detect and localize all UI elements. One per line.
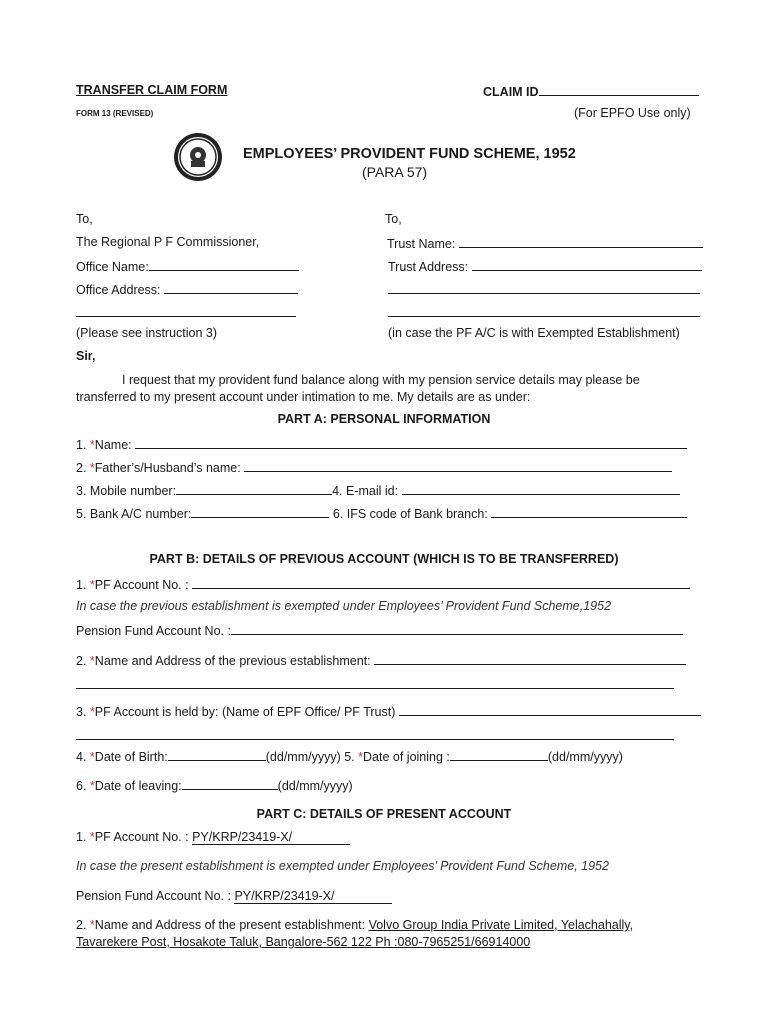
dol-field[interactable]	[182, 777, 278, 790]
part-a-title: PART A: PERSONAL INFORMATION	[277, 412, 491, 426]
present-exempt-note: In case the present establishment is exempted under Employees’ Provident Fund Scheme, 1952	[76, 859, 609, 873]
salutation: Sir,	[76, 349, 96, 363]
father-name-field[interactable]	[244, 459, 672, 472]
office-address-field[interactable]	[164, 281, 298, 294]
office-name-row: Office Name:	[76, 258, 299, 274]
exempted-note: (in case the PF A/C is with Exempted Establishment)	[388, 326, 680, 340]
present-estab-value-2[interactable]: Tavarekere Post, Hosakote Taluk, Bangalore-562 122 Ph :080-7965251/66914000	[76, 935, 531, 949]
ifsc-field[interactable]	[491, 505, 687, 518]
present-pension-row: Pension Fund Account No. : PY/KRP/23419-X/	[76, 889, 392, 904]
form-number: FORM 13 (REVISED)	[76, 109, 154, 118]
trust-address-field[interactable]	[472, 258, 702, 271]
claim-id-field[interactable]	[539, 83, 699, 96]
to-right: To,	[385, 212, 402, 226]
commissioner-line: The Regional P F Commissioner,	[76, 235, 260, 249]
mobile-field[interactable]	[176, 482, 332, 495]
trust-address-line-3[interactable]	[388, 316, 700, 317]
pf-held-by-field[interactable]	[399, 703, 701, 716]
trust-name-field[interactable]	[459, 235, 703, 248]
name-field[interactable]	[135, 436, 687, 449]
dob-field[interactable]	[168, 748, 266, 761]
dob-doj-row: 4. *Date of Birth: (dd/mm/yyyy) 5. *Date of joining : (dd/mm/yyyy)	[76, 750, 623, 764]
present-pf-row: 1. *PF Account No. : PY/KRP/23419-X/	[76, 830, 350, 845]
epfo-note: (For EPFO Use only)	[574, 106, 691, 120]
trust-name-row: Trust Name:	[387, 235, 703, 251]
present-estab-row: 2. *Name and Address of the present establishment: Volvo Group India Private Limited, Yelachahally,	[76, 918, 634, 932]
office-name-field[interactable]	[149, 258, 299, 271]
bank-account-field[interactable]	[191, 505, 329, 518]
bank-ifsc-row: 5. Bank A/C number: 6. IFS code of Bank branch:	[76, 505, 687, 521]
prev-estab-line-2[interactable]	[76, 688, 674, 689]
part-c-title: PART C: DETAILS OF PRESENT ACCOUNT	[256, 807, 512, 821]
email-field[interactable]	[402, 482, 680, 495]
prev-pension-row: Pension Fund Account No. :	[76, 622, 683, 638]
instruction-note: (Please see instruction 3)	[76, 326, 218, 340]
trust-address-line-2[interactable]	[388, 293, 700, 294]
epfo-emblem-icon	[172, 131, 224, 183]
to-left: To,	[76, 212, 93, 226]
prev-pension-field[interactable]	[231, 622, 683, 635]
request-line-1: I request that my provident fund balance along with my pension service details may please be	[122, 373, 640, 387]
prev-estab-row: 2. *Name and Address of the previous establishment:	[76, 652, 686, 668]
dol-row: 6. *Date of leaving: (dd/mm/yyyy)	[76, 779, 353, 793]
mobile-email-row: 3. Mobile number: 4. E-mail id:	[76, 482, 680, 498]
request-line-2: transferred to my present account under intimation to me. My details are as under:	[76, 390, 531, 404]
present-pf-field[interactable]: PY/KRP/23419-X/	[192, 830, 350, 845]
para-reference: (PARA 57)	[362, 164, 428, 180]
claim-id-label: CLAIM ID	[483, 83, 699, 99]
prev-pf-field[interactable]	[192, 576, 690, 589]
office-address-line-2[interactable]	[76, 316, 296, 317]
present-estab-value-1[interactable]: Volvo Group India Private Limited, Yelachahally,	[368, 918, 634, 932]
doj-field[interactable]	[450, 748, 548, 761]
trust-address-row: Trust Address:	[388, 258, 702, 274]
office-address-row: Office Address:	[76, 281, 298, 297]
form-title: TRANSFER CLAIM FORM	[76, 83, 228, 97]
scheme-title: EMPLOYEES’ PROVIDENT FUND SCHEME, 1952	[243, 146, 576, 162]
part-b-title: PART B: DETAILS OF PREVIOUS ACCOUNT (WHICH IS TO BE TRANSFERRED)	[149, 552, 619, 566]
name-row: 1. *Name:	[76, 436, 687, 452]
father-name-row: 2. *Father’s/Husband’s name:	[76, 459, 672, 475]
pf-held-by-row: 3. *PF Account is held by: (Name of EPF Office/ PF Trust)	[76, 703, 701, 719]
prev-exempt-note: In case the previous establishment is exempted under Employees’ Provident Fund Scheme,1952	[76, 599, 612, 613]
prev-pf-row: 1. *PF Account No. :	[76, 576, 690, 592]
pf-held-by-line-2[interactable]	[76, 739, 674, 740]
present-pension-field[interactable]: PY/KRP/23419-X/	[234, 889, 392, 904]
prev-estab-field[interactable]	[374, 652, 686, 665]
